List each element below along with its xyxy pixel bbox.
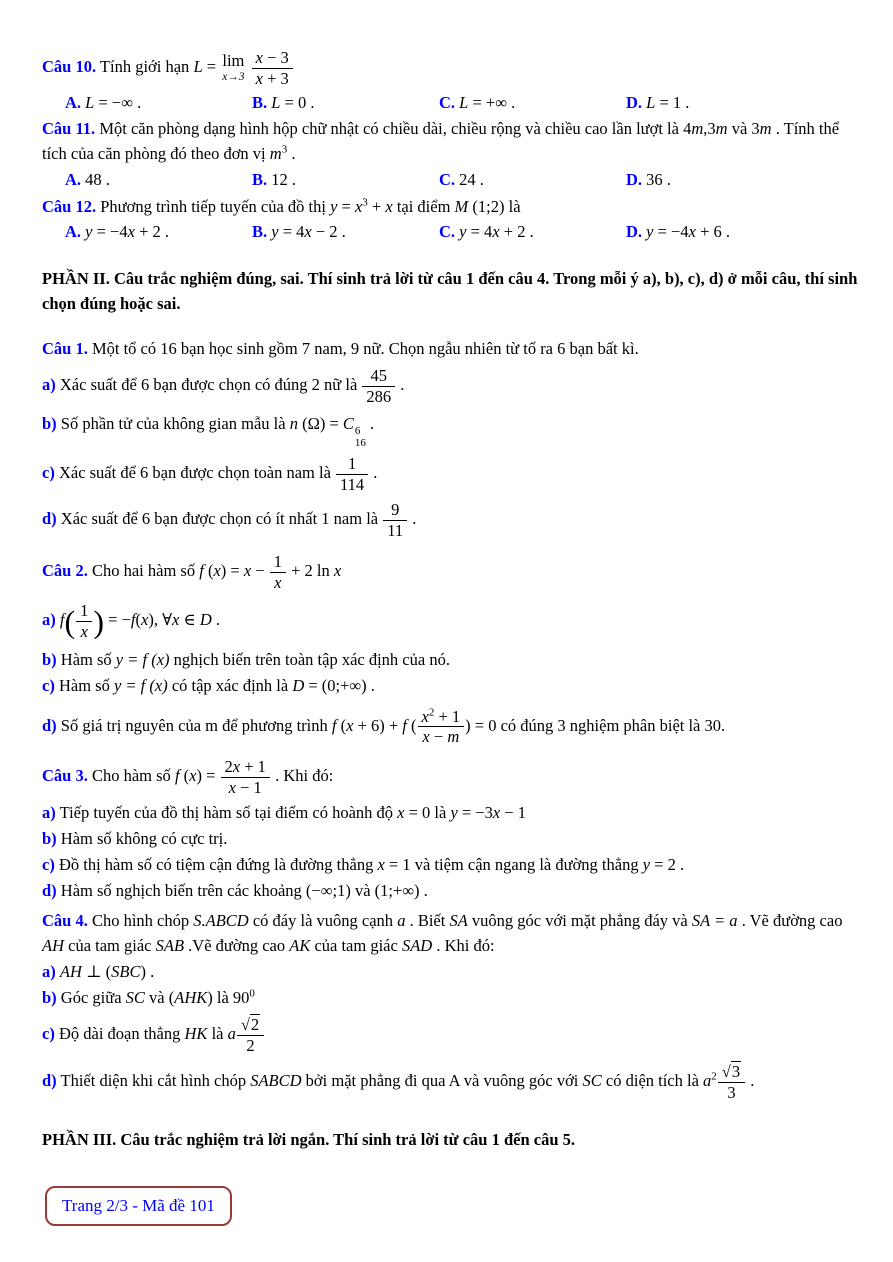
q3-item-b (42, 827, 865, 852)
question-12-text: Phương trình tiếp tuyến của đồ thị $y = x^3 + x$ tại điểm M (1;2) là (100, 196, 521, 216)
question-2-text: Cho hai hàm số (91, 561, 196, 581)
page-footer-badge (45, 1186, 232, 1226)
option-value: y = 4x − 2 . (271, 222, 346, 242)
question-3-text: Cho hàm số (91, 766, 171, 786)
q1-item-b (42, 412, 865, 449)
option-value: L = +∞ . (459, 92, 516, 112)
item-period: . (400, 375, 405, 395)
item-key: b) (42, 413, 57, 433)
item-key: a) (42, 609, 56, 629)
option-value: y = −4x + 6 . (646, 222, 731, 242)
fraction (335, 454, 369, 495)
item-math-tail: ) = 0 (465, 715, 497, 735)
fraction-denominator: 2 (246, 1035, 255, 1055)
item-text: Độ dài đoạn thẳng (58, 1024, 181, 1044)
option-value: 24 . (459, 169, 484, 189)
radicand: 3 (731, 1061, 741, 1081)
question-10 (42, 48, 865, 89)
item-key: b) (42, 828, 57, 848)
option-d (626, 220, 730, 245)
fraction-numerator: 1 (76, 601, 92, 622)
fraction-numerator (718, 1062, 745, 1083)
radicand: 2 (250, 1015, 260, 1035)
question-2-math: f (x) = x − (199, 561, 265, 581)
fraction (75, 601, 93, 642)
question-11 (42, 117, 865, 167)
fraction-denominator: 11 (387, 520, 404, 540)
fraction (220, 757, 271, 798)
option-value: 36 . (646, 169, 671, 189)
fraction-denominator: x − m (422, 727, 460, 747)
item-math: = −f(x), ∀x ∈ D . (104, 609, 220, 629)
item-period: . (750, 1070, 755, 1090)
item-key: a) (42, 962, 56, 982)
fraction-denominator: 286 (366, 387, 392, 407)
item-text: Tiếp tuyến của đồ thị hàm số tại điểm có hoành độ x = 0 là y = −3x − 1 (59, 802, 527, 822)
fraction (717, 1062, 746, 1103)
q4-item-a (42, 960, 865, 985)
fraction-denominator: 114 (340, 474, 365, 494)
q3-item-c (42, 853, 865, 878)
fraction-numerator: x − 3 (252, 48, 293, 69)
option-a (65, 220, 252, 245)
q2-item-a (42, 601, 865, 642)
coefficient-a: a (227, 1024, 236, 1044)
fraction-numerator: 45 (362, 366, 395, 387)
item-text: Số phần tử của không gian mẫu là (60, 413, 286, 433)
part3-heading: PHẦN III. Câu trắc nghiệm trả lời ngắn. Thí sinh trả lời từ câu 1 đến câu 5. (42, 1130, 575, 1150)
question-1 (42, 337, 865, 362)
item-text: AH ⊥ (SBC) . (59, 962, 155, 982)
option-key: A. (65, 222, 82, 242)
q3-item-a (42, 801, 865, 826)
item-text-mid: là (211, 1024, 224, 1044)
question-1-text: Một tổ có 16 bạn học sinh gồm 7 nam, 9 nữ. Chọn ngẫu nhiên từ tổ ra 6 bạn bất kì. (91, 338, 639, 358)
page-number-text: Trang 2/3 - Mã đề 101 (62, 1196, 215, 1215)
option-key: B. (252, 92, 268, 112)
item-key: a) (42, 802, 56, 822)
item-text: Đồ thị hàm số có tiệm cận đứng là đường thẳng x = 1 và tiệm cận ngang là đường thẳng y = 2 . (58, 855, 685, 875)
item-key: a) (42, 375, 56, 395)
function-f: f (59, 609, 65, 629)
item-text: Góc giữa SC và (AHK) là $90^0$ (60, 987, 255, 1008)
superscript: 6 (354, 424, 361, 437)
option-key: D. (626, 222, 643, 242)
option-b (252, 168, 439, 193)
option-key: B. (252, 169, 268, 189)
fraction (236, 1015, 265, 1056)
item-key: d) (42, 715, 57, 735)
question-1-label: Câu 1. (42, 338, 88, 358)
fraction (361, 366, 396, 407)
item-text: Xác suất để 6 bạn được chọn có ít nhất 1 nam là (60, 508, 379, 528)
fraction-numerator: 9 (383, 500, 407, 521)
question-12 (42, 195, 865, 220)
question-11-options (65, 168, 865, 193)
fraction-numerator: 1 (336, 454, 368, 475)
item-text: Số giá trị nguyên của m để phương trình (60, 715, 328, 735)
item-key: b) (42, 988, 57, 1008)
fraction (251, 48, 294, 89)
option-key: A. (65, 92, 82, 112)
option-value: y = −4x + 2 . (85, 222, 170, 242)
lim-word: lim (222, 51, 245, 71)
segment-hk: HK (184, 1024, 208, 1044)
subscript: 16 (354, 437, 366, 450)
fraction-denominator: x (274, 573, 282, 593)
item-text: Hàm số nghịch biến trên các khoảng (−∞;1) và (1;+∞) . (60, 881, 428, 901)
option-key: C. (439, 92, 456, 112)
fraction-denominator: 3 (727, 1082, 736, 1102)
option-b (252, 220, 439, 245)
item-math: n (Ω) = C (289, 413, 354, 433)
math-equals: = (206, 57, 217, 77)
question-4-label: Câu 4. (42, 911, 88, 931)
item-key: d) (42, 508, 57, 528)
item-text: Xác suất để 6 bạn được chọn toàn nam là (58, 463, 331, 483)
item-period: . (373, 463, 378, 483)
option-a (65, 91, 252, 116)
fraction (417, 707, 466, 748)
option-key: D. (626, 92, 643, 112)
item-key: b) (42, 649, 57, 669)
q2-item-c (42, 674, 865, 699)
question-3-math: f (x) = (174, 766, 216, 786)
question-4 (42, 909, 865, 959)
fraction-numerator: $x^2 + 1$ (418, 707, 465, 728)
fraction-denominator: x − 1 (228, 777, 262, 797)
math-lhs: L (193, 57, 203, 77)
lim-subscript: x→3 (222, 70, 245, 83)
q4-item-c (42, 1015, 865, 1056)
fraction-denominator: x + 3 (255, 68, 289, 88)
option-key: A. (65, 169, 82, 189)
option-c (439, 91, 626, 116)
item-text: Hàm số y = f (x) có tập xác định là D = (0;+∞) . (58, 675, 375, 695)
item-text: Hàm số không có cực trị. (60, 828, 228, 848)
question-3 (42, 757, 865, 798)
option-c (439, 168, 626, 193)
option-value: y = 4x + 2 . (459, 222, 534, 242)
option-d (626, 168, 671, 193)
question-10-options (65, 91, 865, 116)
question-12-options (65, 220, 865, 245)
option-d (626, 91, 689, 116)
item-period: . (412, 508, 417, 528)
combination-indices (355, 425, 366, 449)
option-c (439, 220, 626, 245)
question-10-label: Câu 10. (42, 57, 97, 77)
option-value: 12 . (271, 169, 297, 189)
item-key: c) (42, 855, 55, 875)
question-3-label: Câu 3. (42, 766, 88, 786)
item-key: d) (42, 1070, 57, 1090)
fraction-numerator: 1 (270, 552, 286, 573)
item-period: . (370, 413, 375, 433)
question-12-label: Câu 12. (42, 196, 97, 216)
item-text: Xác suất để 6 bạn được chọn có đúng 2 nữ là (59, 375, 358, 395)
item-text: Thiết diện khi cắt hình chóp SABCD bởi mặt phẳng đi qua A và vuông góc với SC có diện tích là $a^2$ (60, 1070, 717, 1090)
part2-heading: PHẦN II. Câu trắc nghiệm đúng, sai. Thí sinh trả lời từ câu 1 đến câu 4. Trong mỗi ý a), b), c), d) ở mỗi câu, thí sinh chọn đúng hoặc sai. (42, 269, 858, 313)
question-10-text: Tính giới hạn (99, 57, 190, 77)
question-11-label: Câu 11. (42, 119, 96, 139)
option-value: L = −∞ . (85, 92, 142, 112)
q4-item-d (42, 1062, 865, 1103)
item-key: c) (42, 463, 55, 483)
q1-item-a (42, 366, 865, 407)
option-key: C. (439, 169, 456, 189)
option-value: L = 1 . (646, 92, 690, 112)
sqrt-symbol: √ (721, 1061, 731, 1081)
option-key: D. (626, 169, 643, 189)
fraction (382, 500, 408, 541)
question-2-label: Câu 2. (42, 561, 88, 581)
q3-item-d (42, 879, 865, 904)
question-2 (42, 552, 865, 593)
question-2-math-tail: + 2 ln x (291, 561, 342, 581)
limit-operator (222, 53, 244, 83)
fraction-denominator: x (80, 621, 88, 641)
q1-item-d (42, 500, 865, 541)
q2-item-b (42, 648, 865, 673)
question-11-text: Một căn phòng dạng hình hộp chữ nhật có chiều dài, chiều rộng và chiều cao lần lượt là 4m,3m và 3m . Tính thể tích của căn phòng đó theo đơn vị $m^3$ . (42, 119, 840, 164)
item-text-tail: có đúng 3 nghiệm phân biệt là 30. (500, 715, 726, 735)
q1-item-c (42, 454, 865, 495)
question-4-text: Cho hình chóp S.ABCD có đáy là vuông cạnh a . Biết SA vuông góc với mặt phẳng đáy và SA = a . Vẽ đường cao AH của tam giác SAB .Vẽ đường cao AK của tam giác SAD . Khi đó: (42, 911, 843, 955)
left-paren: ( (64, 603, 76, 640)
item-key: c) (42, 1024, 55, 1044)
sqrt-symbol: √ (240, 1015, 250, 1035)
item-key: c) (42, 675, 55, 695)
option-value: 48 . (85, 169, 110, 189)
item-key: d) (42, 881, 57, 901)
option-key: B. (252, 222, 268, 242)
right-paren: ) (93, 603, 105, 640)
fraction-numerator: 2x + 1 (221, 757, 270, 778)
option-a (65, 168, 252, 193)
option-key: C. (439, 222, 456, 242)
q4-item-b (42, 986, 865, 1011)
fraction-numerator (237, 1015, 264, 1036)
q2-item-d (42, 707, 865, 748)
item-text: Hàm số y = f (x) nghịch biến trên toàn tập xác định của nó. (60, 649, 450, 669)
question-3-text-tail: . Khi đó: (275, 766, 334, 786)
item-math: f (x + 6) + f ( (331, 715, 417, 735)
option-value: L = 0 . (271, 92, 315, 112)
option-b (252, 91, 439, 116)
fraction (269, 552, 287, 593)
